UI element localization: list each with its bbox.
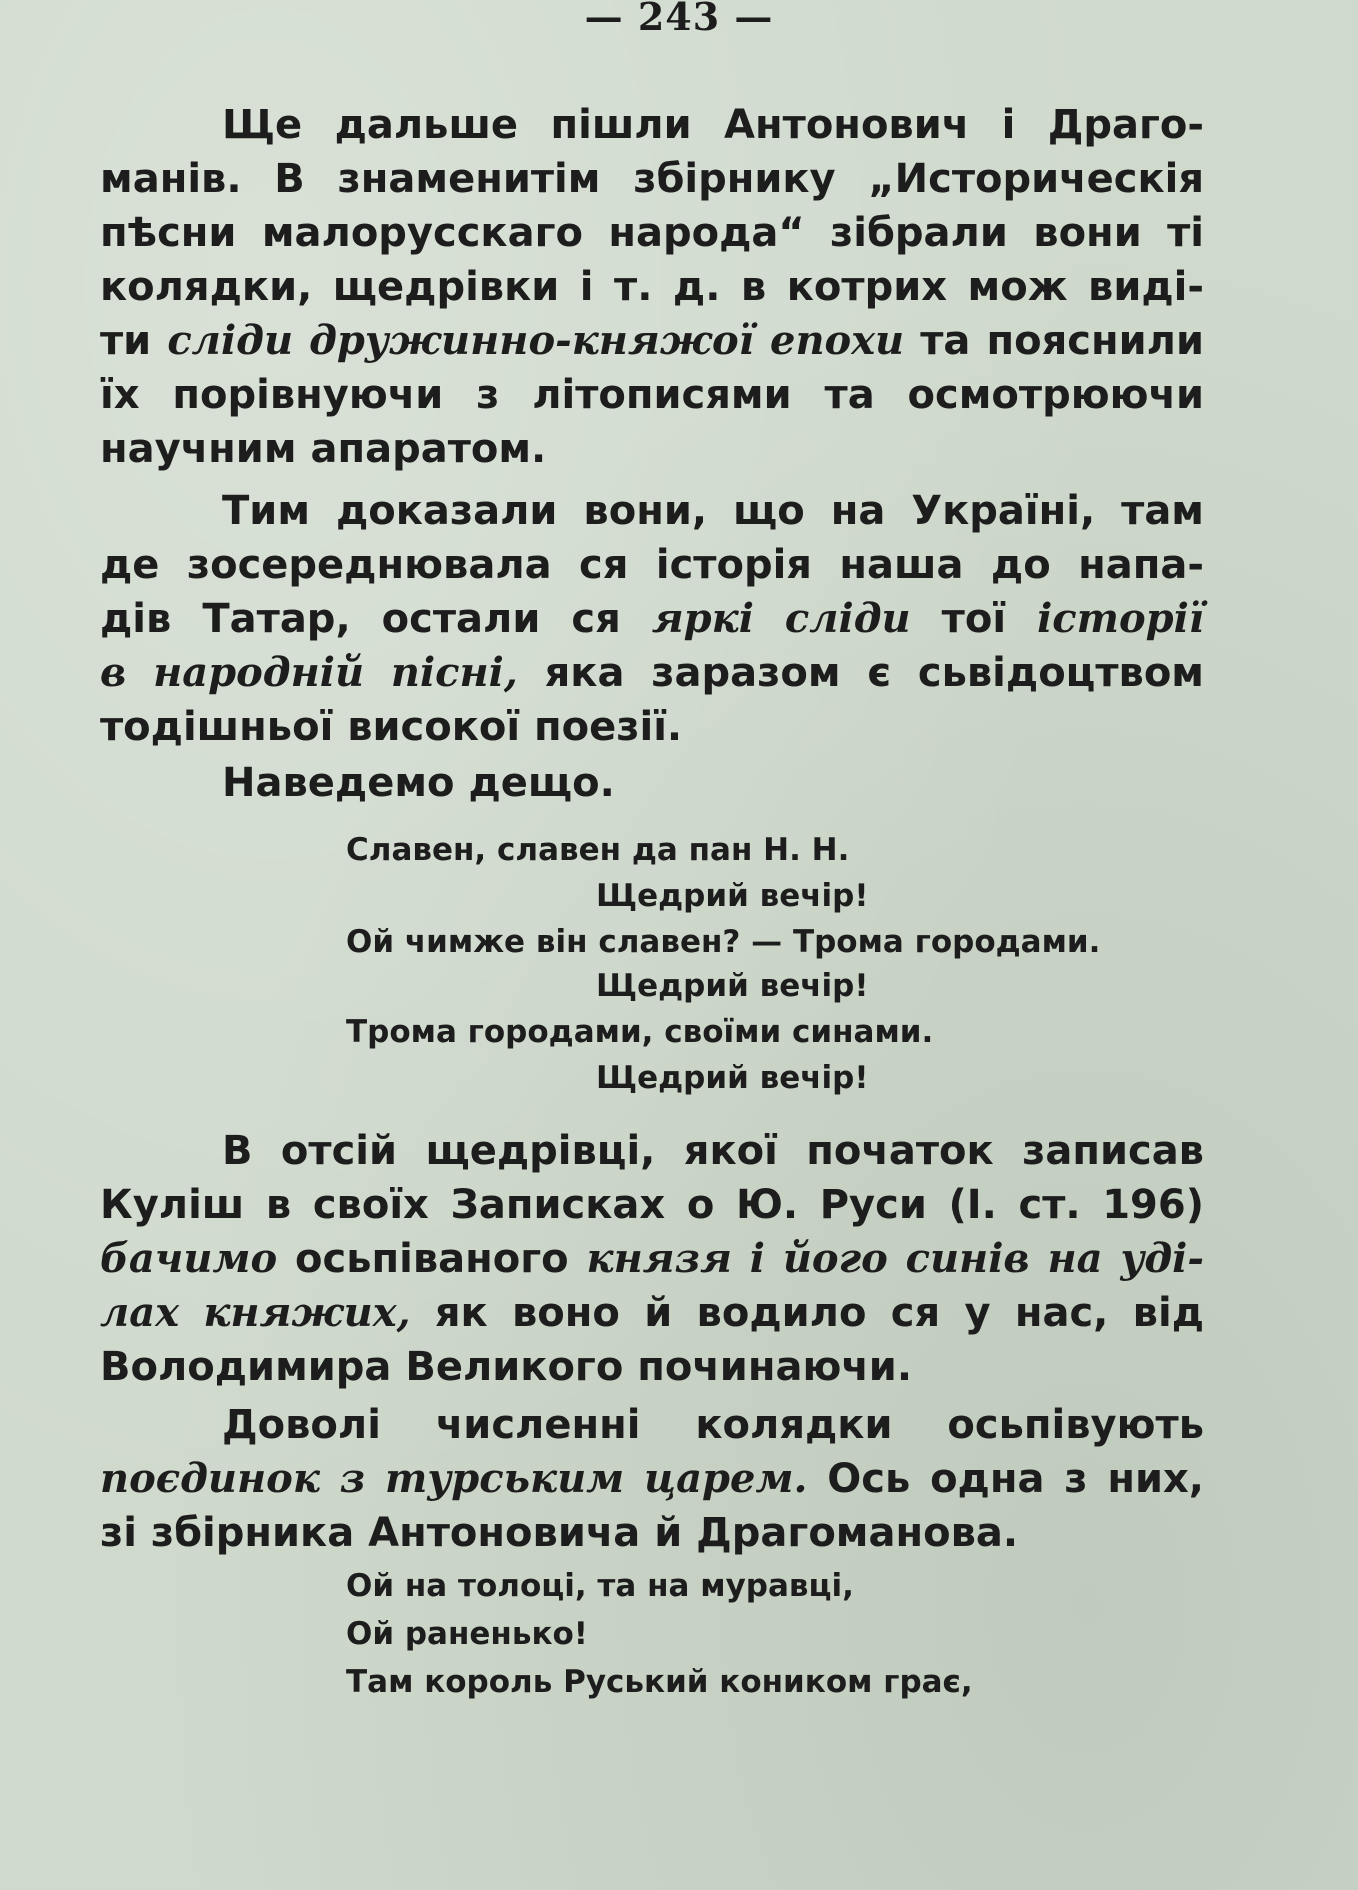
text-span: Ось одна з них,: [827, 1456, 1204, 1502]
emphasis-text: князя і його синів на уді-: [586, 1235, 1204, 1282]
paragraph-1-line-2: манів. В знаменитім збірнику „Историческія: [100, 156, 1204, 202]
verse-1-line-4: Щедрий вечір!: [596, 968, 869, 1004]
verse-2-line-2: Ой раненько!: [346, 1616, 588, 1652]
paragraph-2-line-5: тодішньої високої поезії.: [100, 704, 683, 750]
paragraph-1-line-7: научним апаратом.: [100, 426, 547, 472]
verse-1-line-3: Ой чимже він славен? — Трома городами.: [346, 924, 1101, 960]
verse-2-line-1: Ой на толоці, та на муравці,: [346, 1568, 854, 1604]
paragraph-4-line-3: [100, 1232, 1204, 1286]
text-span: тої: [941, 596, 1007, 642]
paragraph-1-line-1: Ще дальше пішли Антонович і Драго-: [222, 102, 1204, 148]
paragraph-2-line-4: [100, 646, 1204, 700]
text-span: та пояснили: [920, 318, 1204, 364]
text-span: як воно й водило ся у нас, від: [434, 1290, 1204, 1336]
emphasis-text: лах княжих,: [100, 1289, 411, 1336]
text-span: яка заразом є сьвідоцтвом: [544, 650, 1204, 696]
paragraph-1-line-6: їх порівнуючи з літописями та осмотрюючи: [100, 372, 1204, 418]
verse-1-line-5: Трома городами, своїми синами.: [346, 1014, 934, 1050]
paragraph-5-line-2: [100, 1452, 1204, 1506]
paragraph-4-line-4: [100, 1286, 1204, 1340]
paragraph-2-line-1: Тим доказали вони, що на Україні, там: [222, 488, 1204, 534]
paragraph-2-line-2: де зосереднювала ся історія наша до напа-: [100, 542, 1204, 588]
emphasis-text: сліди дружинно-княжої епохи: [167, 317, 905, 364]
emphasis-text: історії: [1037, 595, 1204, 642]
text-span: осьпіваного: [295, 1236, 569, 1282]
verse-2-line-3: Там король Руський коником грає,: [346, 1664, 973, 1700]
verse-1-line-6: Щедрий вечір!: [596, 1060, 869, 1096]
emphasis-text: яркі сліди: [651, 595, 911, 642]
paragraph-1-line-3: пѣсни малорусскаго народа“ зібрали вони ті: [100, 210, 1204, 256]
emphasis-text: поєдинок з турським царем.: [100, 1455, 808, 1502]
paragraph-5-line-3: зі збірника Антоновича й Драгоманова.: [100, 1510, 1019, 1556]
paragraph-4-line-1: В отсій щедрівці, якої початок записав: [222, 1128, 1204, 1174]
paragraph-1-line-5: [100, 314, 1204, 368]
paragraph-3-line-1: Наведемо дещо.: [222, 760, 615, 806]
paragraph-1-line-4: колядки, щедрівки і т. д. в котрих мож виді-: [100, 264, 1204, 310]
page-number: — 243 —: [584, 0, 774, 39]
emphasis-text: бачимо: [100, 1235, 278, 1282]
text-span: дів Татар, остали ся: [100, 596, 621, 642]
paragraph-4-line-5: Володимира Великого починаючи.: [100, 1344, 913, 1390]
emphasis-text: в народній пісні,: [100, 649, 518, 696]
paragraph-5-line-1: Доволі численні колядки осьпівують: [222, 1402, 1204, 1448]
paragraph-4-line-2: Куліш в своїх Записках о Ю. Руси (І. ст. 196): [100, 1182, 1204, 1228]
verse-1-line-1: Славен, славен да пан Н. Н.: [346, 832, 850, 868]
paragraph-2-line-3: [100, 592, 1204, 646]
verse-1-line-2: Щедрий вечір!: [596, 878, 869, 914]
text-span: ти: [100, 318, 152, 364]
